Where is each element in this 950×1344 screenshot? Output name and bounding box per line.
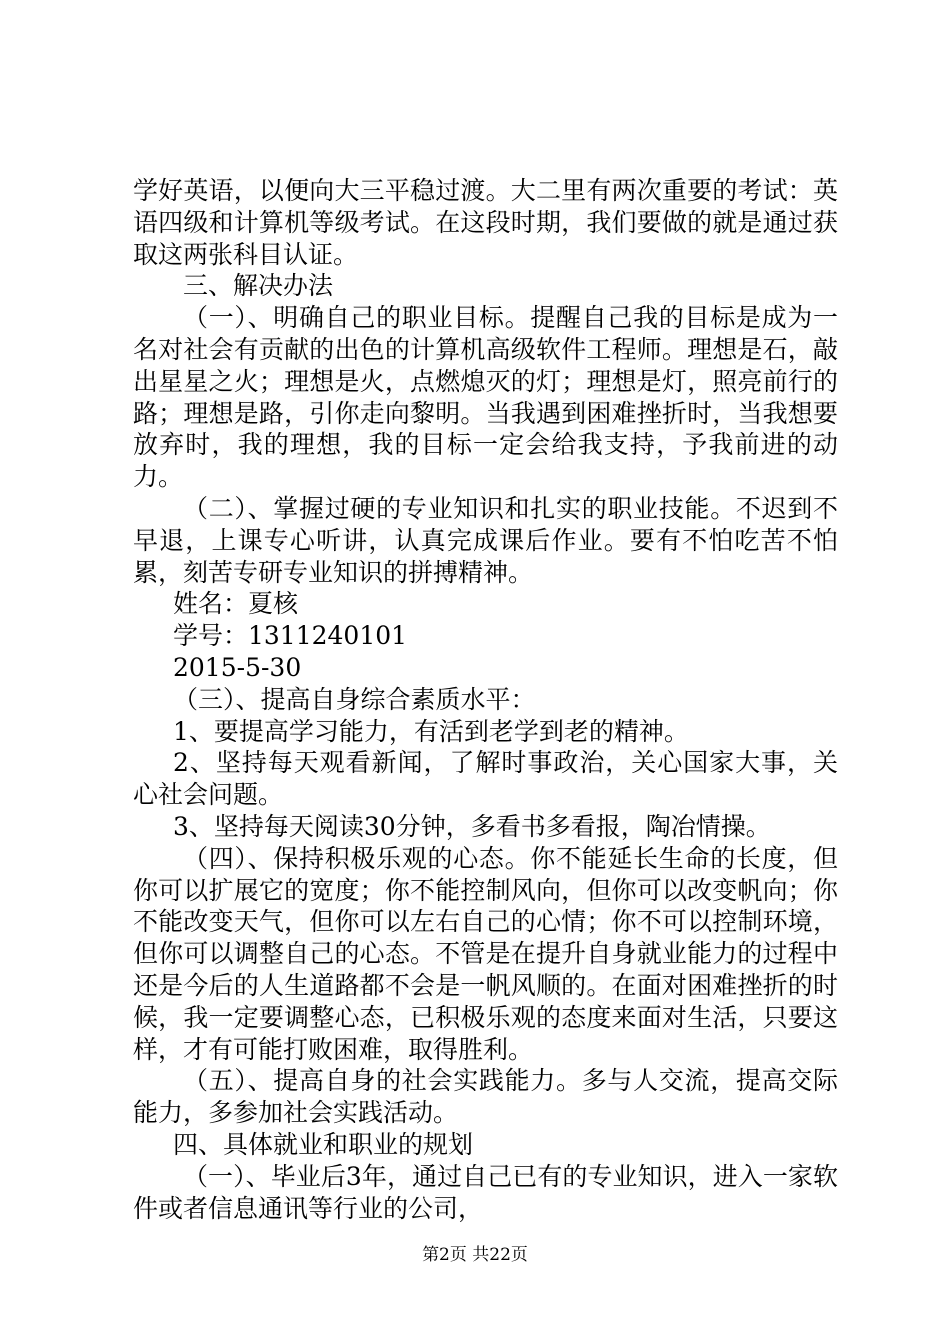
list-item-news: 2、坚持每天观看新闻，了解时事政治，关心国家大事，关心社会问题。 [133,748,838,810]
paragraph-career-goal: （一）、明确自己的职业目标。提醒自己我的目标是成为一名对社会有贡献的出色的计算机高级软件工程师。理想是石，敲出星星之火；理想是火，点燃熄灭的灯；理想是灯，照亮前行的路；理想是路，引你走向黎明。当我遇到困难挫折时，当我想要放弃时，我的理想，我的目标一定会给我支持，予我前进的动力。 [133,303,838,492]
paragraph-attitude: （四）、保持积极乐观的心态。你不能延长生命的长度，但你可以扩展它的宽度；你不能控制风向，但你可以改变帆向；你不能改变天气，但你可以左右自己的心情；你不可以控制环境，但你可以调整自己的心态。不管是在提升自身就业能力的过程中还是今后的人生道路都不会是一帆风顺的。在面对困难挫折的时候，我一定要调整心态，已积极乐观的态度来面对生活，只要这样，才有可能打败困难，取得胜利。 [133,843,838,1064]
section-heading-solutions: 三、解决办法 [183,271,334,301]
paragraph-continuation: 学好英语，以便向大三平稳过渡。大二里有两次重要的考试：英语四级和计算机等级考试。在这段时期，我们要做的就是通过获取这两张科目认证。 [133,176,838,269]
section-heading-career-plan: 四、具体就业和职业的规划 [173,1129,474,1159]
paragraph-professional-skills: （二）、掌握过硬的专业知识和扎实的职业技能。不迟到不早退，上课专心听讲，认真完成课后作业。要有不怕吃苦不怕累，刻苦专研专业知识的拼搏精神。 [133,493,838,587]
page-footer: 第2页 共22页 [422,1245,528,1265]
student-id: 学号：1311240101 [173,621,408,651]
list-item-learning: 1、要提高学习能力，有活到老学到老的精神。 [173,716,689,746]
author-name: 姓名：夏核 [173,589,299,619]
document-date: 2015-5-30 [173,652,302,682]
paragraph-three-years: （一）、毕业后3年，通过自己已有的专业知识，进入一家软件或者信息通讯等行业的公司， [133,1161,838,1223]
paragraph-social-practice: （五）、提高自身的社会实践能力。多与人交流，提高交际能力，多参加社会实践活动。 [133,1066,838,1128]
paragraph-quality-heading: （三）、提高自身综合素质水平： [173,684,536,714]
list-item-reading: 3、坚持每天阅读30分钟，多看书多看报，陶冶情操。 [173,811,771,841]
document-body [133,175,838,1224]
